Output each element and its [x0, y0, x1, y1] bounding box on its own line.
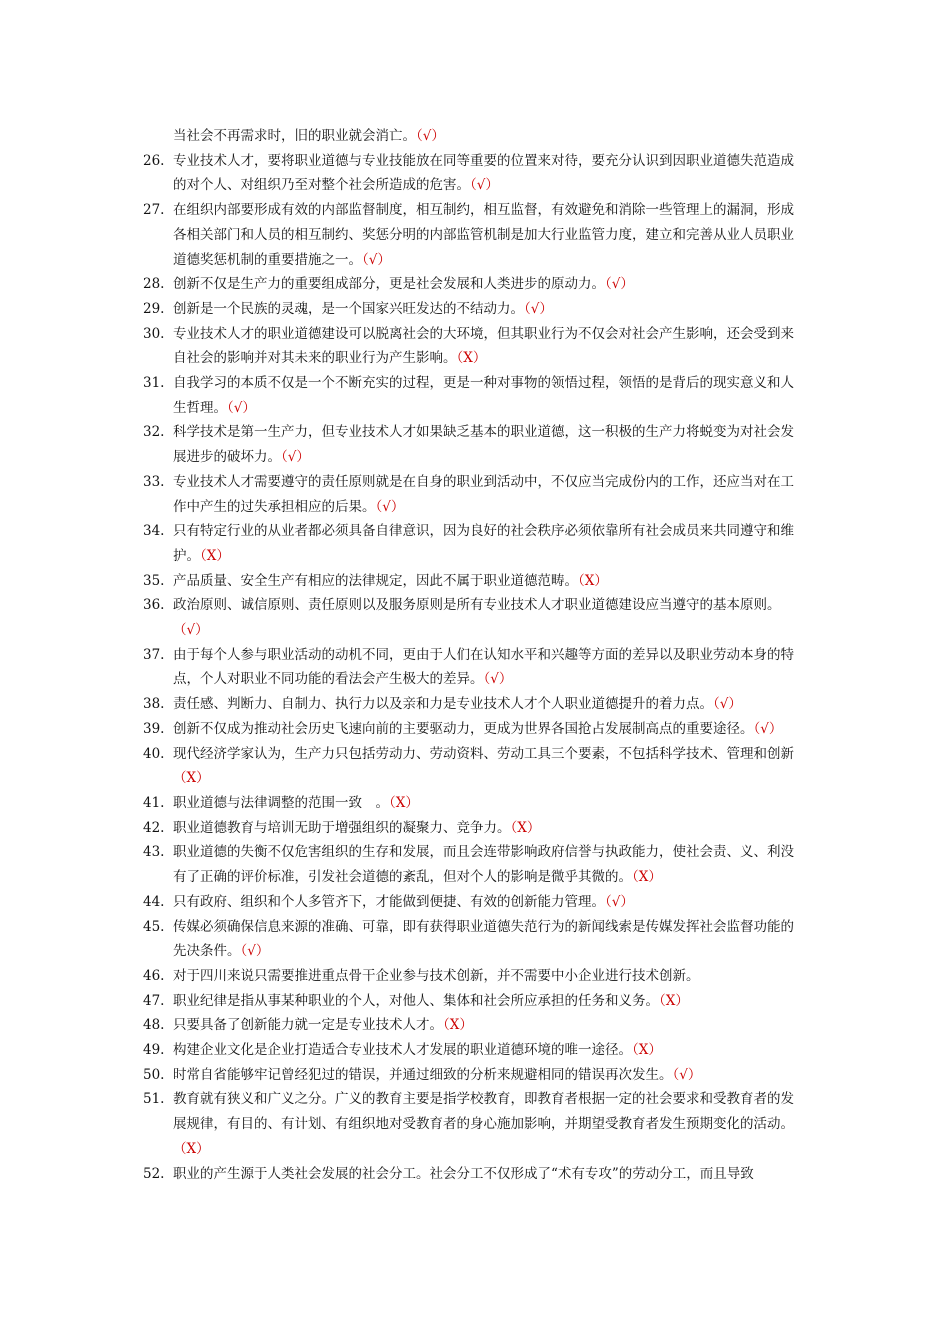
list-item — [0, 149, 807, 198]
list-item — [0, 322, 807, 371]
item-number: 29. — [143, 300, 165, 317]
item-number: 48. — [143, 1017, 165, 1034]
item-number: 33. — [143, 473, 165, 490]
answer-mark: （X） — [200, 547, 230, 564]
item-text: 创新不仅是生产力的重要组成部分，更是社会发展和人类进步的原动力。 — [173, 276, 605, 293]
answer-mark: （√） — [470, 177, 499, 194]
answer-mark: （√） — [713, 696, 742, 713]
item-text: 自我学习的本质不仅是一个不断充实的过程，更是一种对事物的领悟过程，领悟的是背后的现实意义和人生哲理。 — [173, 375, 794, 416]
list-item — [0, 1063, 807, 1088]
item-text: 产品质量、安全生产有相应的法律规定，因此不属于职业道德范畴。 — [173, 572, 578, 589]
list-item — [0, 890, 807, 915]
answer-mark: （√） — [605, 893, 634, 910]
answer-mark: （√） — [605, 276, 634, 293]
item-text: 时常自省能够牢记曾经犯过的错误，并通过细致的分析来规避相同的错误再次发生。 — [173, 1066, 673, 1083]
item-text: 在组织内部要形成有效的内部监督制度，相互制约，相互监督，有效避免和消除一些管理上的漏洞，形成各相关部门和人员的相互制约、奖惩分明的内部监管机制是加大行业监管力度，建立和完善从业人员职业道德奖惩机制的重要措施之一。 — [173, 202, 794, 268]
answer-mark: （√） — [375, 498, 405, 515]
answer-mark: （√） — [173, 622, 209, 639]
item-number: 32. — [143, 424, 165, 441]
list-item — [0, 915, 807, 964]
item-text: 专业技术人才需要遵守的责任原则就是在自身的职业到活动中，不仅应当完成份内的工作，还应当对在工作中产生的过失承担相应的后果。 — [173, 473, 794, 515]
item-text: 专业技术人才的职业道德建设可以脱离社会的大环境，但其职业行为不仅会对社会产生影响，还会受到来自社会的影响并对其未来的职业行为产生影响。 — [173, 325, 794, 367]
item-number: 28. — [143, 276, 165, 293]
item-text: 创新是一个民族的灵魂，是一个国家兴旺发达的不结动力。 — [173, 300, 524, 317]
item-text: 创新不仅成为推动社会历史飞速向前的主要驱动力，更成为世界各国抢占发展制高点的重要途径。 — [173, 720, 754, 737]
item-text: 构建企业文化是企业打造适合专业技术人才发展的职业道德环境的唯一途径。 — [173, 1042, 632, 1059]
item-number: 47. — [143, 992, 165, 1009]
list-item — [0, 420, 807, 469]
document-page — [0, 124, 950, 1186]
item-number: 42. — [143, 819, 165, 836]
list-item — [0, 989, 807, 1014]
item-text: 政治原则、诚信原则、责任原则以及服务原则是所有专业技术人才职业道德建设应当遵守的基本原则。 — [173, 597, 781, 614]
item-text: 职业道德的失衡不仅危害组织的生存和发展，而且会连带影响政府信誉与执政能力，使社会责、义、利没有了正确的评价标准，引发社会道德的紊乱，但对个人的影响是微乎其微的。 — [173, 844, 794, 886]
list-item — [0, 1013, 807, 1038]
answer-mark: （√） — [753, 720, 783, 737]
list-item — [0, 593, 807, 642]
item-number: 52. — [143, 1165, 165, 1182]
list-item — [0, 124, 807, 149]
answer-mark: （√） — [416, 128, 445, 144]
item-number: 50. — [143, 1066, 165, 1083]
item-number: 44. — [143, 893, 165, 910]
answer-mark: （X） — [456, 350, 487, 367]
answer-mark: （√） — [240, 943, 270, 960]
item-text: 当社会不再需求时，旧的职业就会消亡。 — [173, 128, 416, 144]
item-text: 只有特定行业的从业者都必须具备自律意识，因为良好的社会秩序必须依靠所有社会成员来共同遵守和维护。 — [173, 523, 794, 564]
answer-mark: （X） — [389, 794, 419, 811]
item-number: 36. — [143, 597, 165, 614]
item-text: 对于四川来说只需要推进重点骨干企业参与技术创新，并不需要中小企业进行技术创新。 — [173, 967, 700, 984]
list-item — [0, 569, 807, 594]
list-item — [0, 692, 807, 717]
item-number: 30. — [143, 325, 165, 342]
item-number: 40. — [143, 745, 165, 762]
answer-mark: （X） — [632, 869, 662, 886]
answer-mark: （X） — [510, 819, 541, 836]
answer-mark: （√） — [281, 449, 310, 466]
item-text: 专业技术人才，要将职业道德与专业技能放在同等重要的位置来对待，要充分认识到因职业道德失范造成的对个人、对组织乃至对整个社会所造成的危害。 — [173, 152, 794, 194]
list-item — [0, 198, 807, 272]
list-item — [0, 272, 807, 297]
answer-mark: （√） — [483, 671, 513, 688]
list-item — [0, 519, 807, 568]
answer-mark: （√） — [672, 1066, 702, 1083]
list-item — [0, 1038, 807, 1063]
item-text: 职业道德与法律调整的范围一致 。 — [173, 794, 389, 811]
list-item — [0, 643, 807, 692]
answer-mark: （X） — [632, 1042, 662, 1059]
list-item — [0, 791, 807, 816]
answer-mark: （X） — [173, 1140, 210, 1157]
answer-mark: （√） — [362, 251, 391, 268]
item-text: 职业道德教育与培训无助于增强组织的凝聚力、竞争力。 — [173, 819, 511, 836]
item-number: 31. — [143, 375, 165, 392]
item-number: 45. — [143, 918, 165, 935]
item-number: 43. — [143, 844, 165, 861]
item-number: 51. — [143, 1091, 165, 1108]
item-number: 41. — [143, 794, 165, 811]
list-item — [0, 816, 807, 841]
answer-mark: （X） — [578, 572, 608, 589]
item-number: 27. — [143, 202, 165, 219]
item-number: 26. — [143, 152, 165, 169]
list-item — [0, 717, 807, 742]
list-item — [0, 742, 807, 791]
item-text: 职业的产生源于人类社会发展的社会分工。社会分工不仅形成了“术有专攻”的劳动分工，而且导致 — [173, 1165, 754, 1182]
answer-mark: （X） — [659, 992, 689, 1009]
item-text: 科学技术是第一生产力，但专业技术人才如果缺乏基本的职业道德，这一积极的生产力将蜕变为对社会发展进步的破坏力。 — [173, 424, 794, 466]
list-item — [0, 1087, 807, 1161]
item-number: 37. — [143, 646, 165, 663]
item-number: 46. — [143, 967, 165, 984]
item-number: 34. — [143, 523, 165, 540]
answer-mark: （√） — [227, 399, 256, 416]
list-item — [0, 470, 807, 519]
item-text: 现代经济学家认为，生产力只包括劳动力、劳动资料、劳动工具三个要素，不包括科学技术、管理和创新 — [173, 745, 794, 762]
item-text: 教育就有狭义和广义之分。广义的教育主要是指学校教育，即教育者根据一定的社会要求和受教育者的发展规律，有目的、有计划、有组织地对受教育者的身心施加影响，并期望受教育者发生预期变化的活动。 — [173, 1091, 794, 1133]
list-item — [0, 1162, 807, 1187]
list-item — [0, 840, 807, 889]
item-number: 49. — [143, 1042, 165, 1059]
item-text: 只有政府、组织和个人多管齐下，才能做到便捷、有效的创新能力管理。 — [173, 893, 605, 910]
item-number: 39. — [143, 720, 165, 737]
item-text: 只要具备了创新能力就一定是专业技术人才。 — [173, 1017, 443, 1034]
list-item — [0, 371, 807, 420]
answer-mark: （X） — [173, 770, 210, 787]
list-item — [0, 964, 807, 989]
item-number: 38. — [143, 696, 165, 713]
answer-mark: （X） — [443, 1017, 473, 1034]
item-text: 责任感、判断力、自制力、执行力以及亲和力是专业技术人才个人职业道德提升的着力点。 — [173, 696, 713, 713]
item-text: 传媒必须确保信息来源的准确、可靠，即有获得职业道德失范行为的新闻线索是传媒发挥社会监督功能的先决条件。 — [173, 918, 794, 960]
item-text: 由于每个人参与职业活动的动机不同，更由于人们在认知水平和兴趣等方面的差异以及职业劳动本身的特点，个人对职业不同功能的看法会产生极大的差异。 — [173, 646, 794, 688]
answer-mark: （√） — [524, 300, 553, 317]
item-text: 职业纪律是指从事某种职业的个人，对他人、集体和社会所应承担的任务和义务。 — [173, 992, 659, 1009]
item-number: 35. — [143, 572, 165, 589]
list-item — [0, 297, 807, 322]
